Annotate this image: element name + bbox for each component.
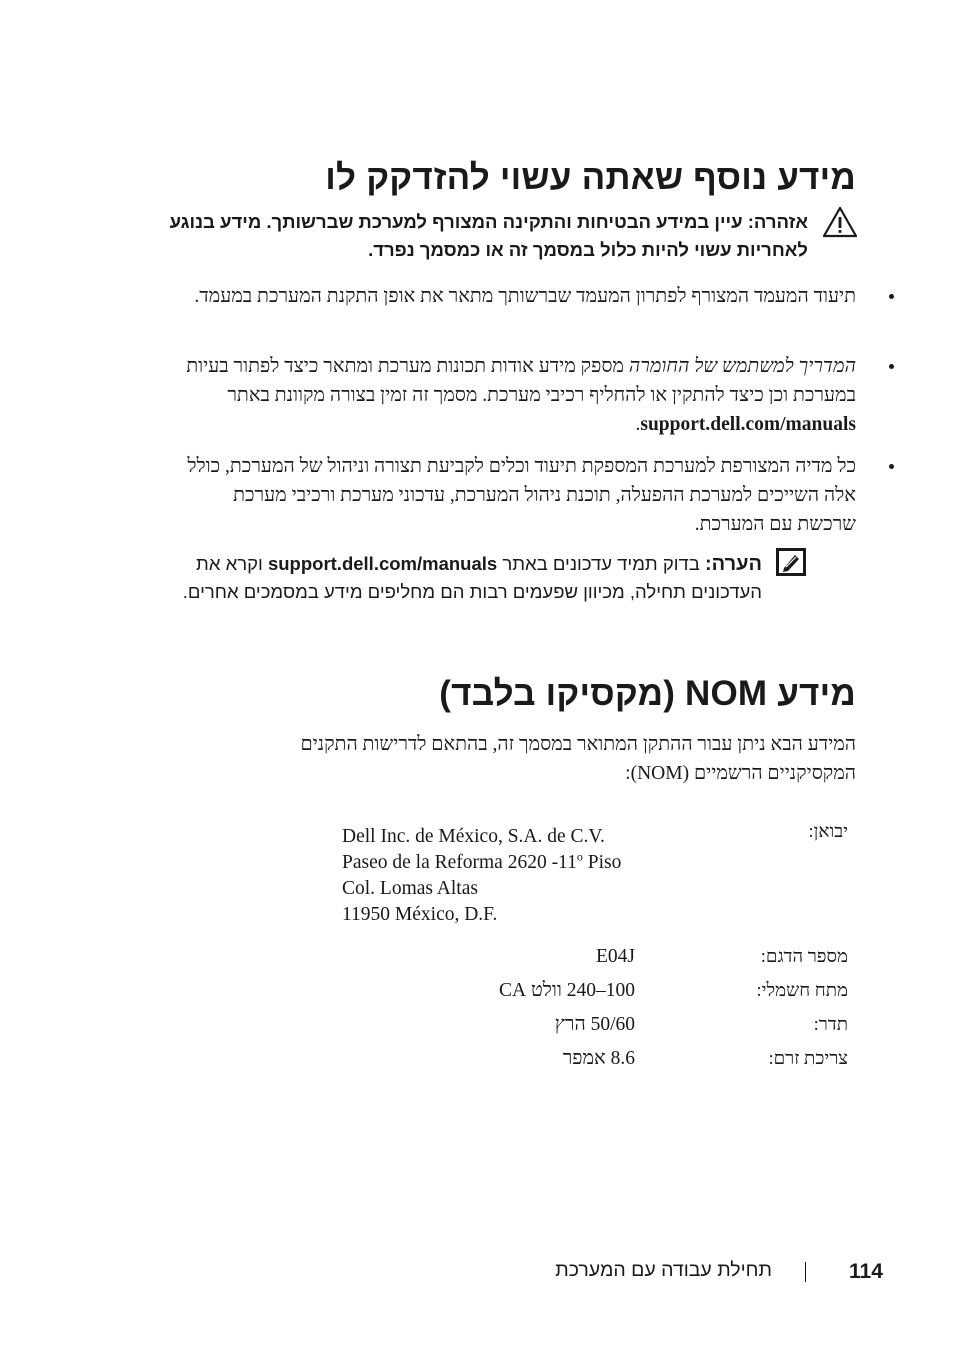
importer-line: Paseo de la Reforma 2620 -11$^o$ Piso [342,849,622,873]
warning-body: עיין במידע הבטיחות והתקינה המצורף למערכת שברשותך. מידע בנוגע לאחריות עשוי להיות כלול במסמך זה או כמסמך נפרד. [169,211,808,260]
bullet-icon [889,294,894,299]
importer-line: Dell Inc. de México, S.A. de C.V. [342,826,605,847]
current-value: 8.6 אמפר [562,1048,635,1069]
section-heading-nom-info: מידע NOM (מקסיקו בלבד) [439,674,856,713]
footer-divider [805,1262,806,1282]
warning-icon [822,206,858,238]
support-link[interactable]: support.dell.com/manuals [640,414,856,435]
warning-label: אזהרה: [747,211,808,232]
note-text [162,550,762,605]
list-item-text: תיעוד המעמד המצורף לפתרון המעמד שברשותך מתאר את אופן התקנת המערכת במעמד. [194,286,856,307]
frequency-label: תדר: [813,1015,848,1035]
note-label: הערה: [705,553,762,575]
voltage-label: מתח חשמלי: [756,981,848,1001]
footer-title: תחילת עבודה עם המערכת [555,1259,772,1281]
model-number-label: מספר הדגם: [760,947,848,967]
current-label: צריכת זרם: [768,1049,848,1069]
note-icon [776,548,806,576]
model-number-value: E04J [596,946,635,967]
importer-address [342,824,621,928]
section-heading-additional-info: מידע נוסף שאתה עשוי להזדקק לו [325,158,856,197]
list-item-end: . [635,414,641,435]
list-item [176,282,856,311]
warning-text [128,208,808,264]
list-item [176,452,856,539]
list-item-text: מספק מידע אודות תכונות מערכת ומתאר כיצד לפתור בעיות במערכת וכן כיצד להתקין או להחליף רכיבי מערכת. מסמך זה זמין בצורה מקוונת באתר [186,356,856,406]
bullet-icon [889,364,894,369]
list-item-text: כל מדיה המצורפת למערכת המספקת תיעוד וכלים לקביעת תצורה וניהול של המערכת, כולל אלה השייכים למערכת ההפעלה, תוכנת ניהול המערכת, עדכוני מערכת ורכיבי מערכת שרכשת עם המערכת. [187,456,856,535]
nom-intro: המידע הבא ניתן עבור ההתקן המתואר במסמך זה, בהתאם לדרישות התקנים המקסיקניים הרשמיים (NOM): [300,734,856,784]
page-number: 114 [849,1260,883,1283]
importer-line: Col. Lomas Altas [342,878,478,899]
frequency-value: 50/60 הרץ [554,1014,635,1035]
importer-line: 11950 México, D.F. [342,904,498,925]
note-body-continued: וקרא את העדכונים תחילה, מכיוון שפעמים רבות הם מחליפים מידע במסמכים אחרים. [182,553,762,602]
note-body: בדוק תמיד עדכונים באתר [502,553,700,574]
importer-label: יבואן: [808,822,848,842]
support-link[interactable]: support.dell.com/manuals [267,553,498,574]
list-item [176,352,856,439]
bullet-icon [889,464,894,469]
voltage-value: 100–240 וולט CA [499,980,635,1001]
hardware-manual-title: המדריך למשתמש של החומרה [628,356,856,377]
